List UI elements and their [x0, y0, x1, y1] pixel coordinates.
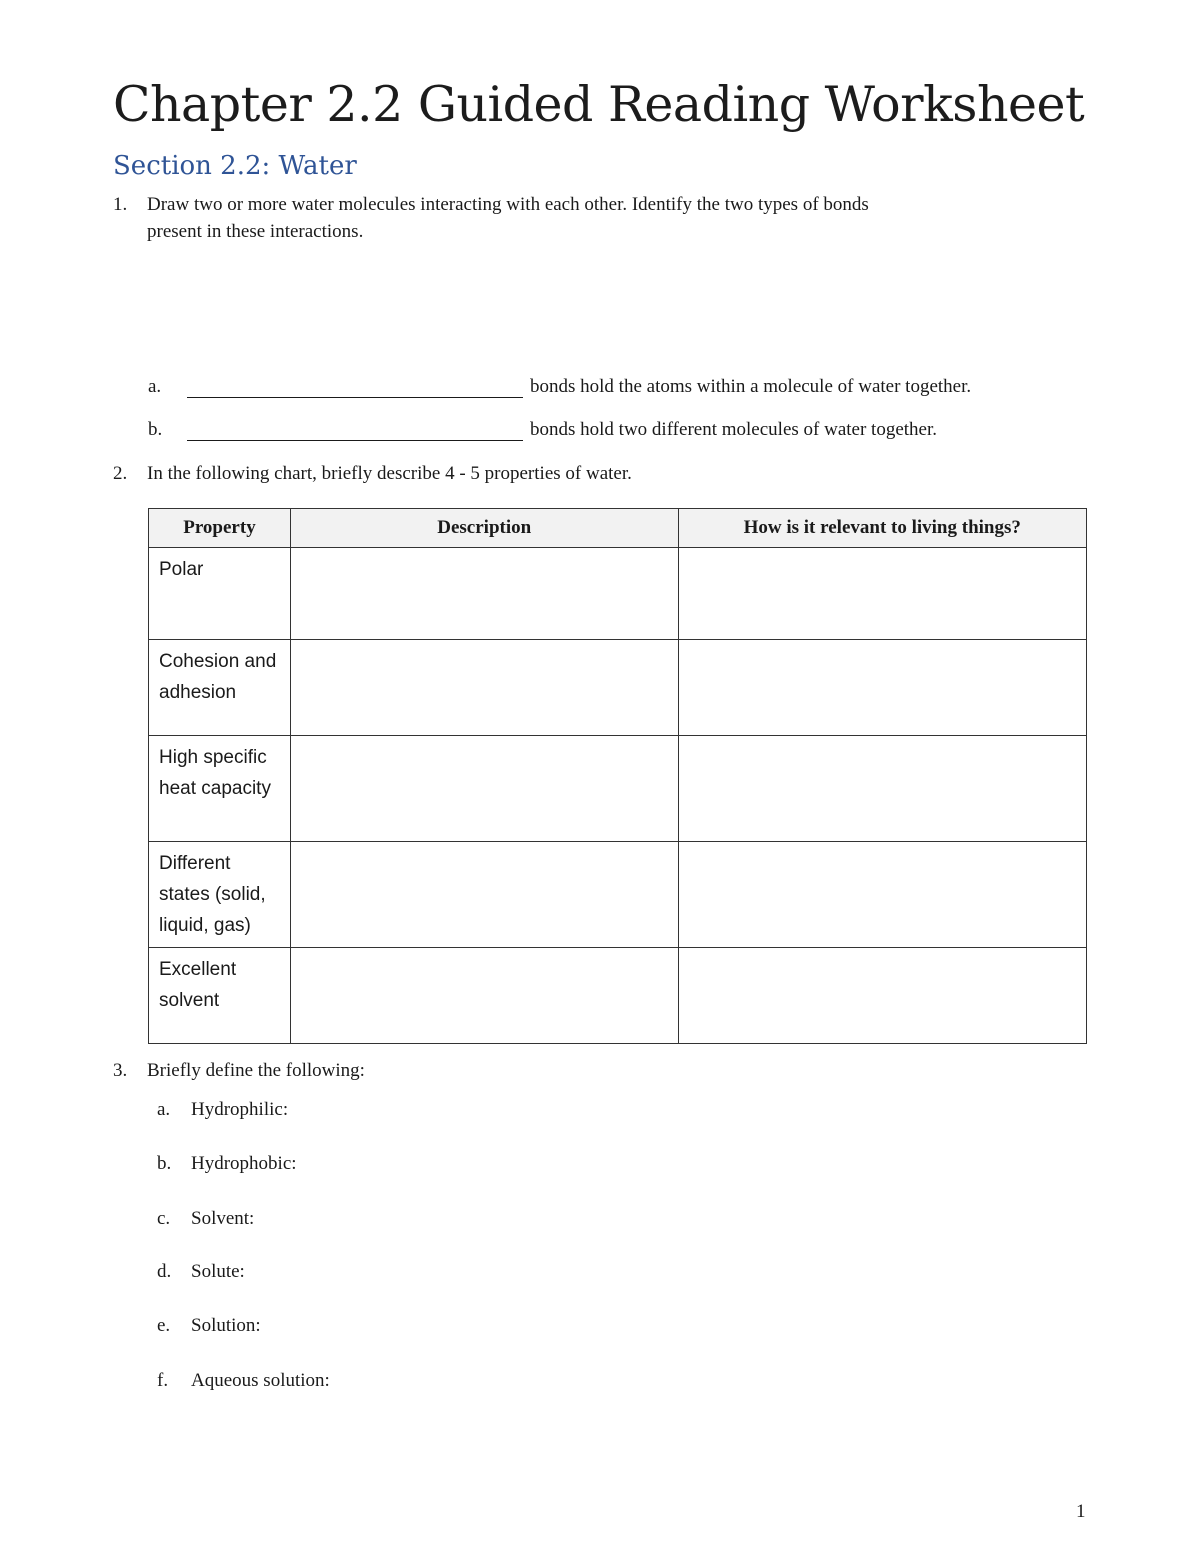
description-cell[interactable]: [290, 548, 678, 640]
table-row: [149, 736, 1087, 842]
table-row: [149, 948, 1087, 1044]
definition-item: [157, 1205, 557, 1235]
column-header: Description: [290, 509, 678, 548]
item-letter: d.: [157, 1261, 172, 1282]
column-header: Property: [149, 509, 291, 548]
property-cell: High specific heat capacity: [149, 736, 291, 842]
blank-sentence: bonds hold the atoms within a molecule of water together.: [530, 376, 972, 397]
table-row: [149, 842, 1087, 948]
item-letter: a.: [157, 1099, 171, 1120]
answer-blank[interactable]: [187, 440, 523, 441]
table-row: [149, 640, 1087, 736]
relevance-cell[interactable]: [678, 736, 1087, 842]
column-header: How is it relevant to living things?: [678, 509, 1087, 548]
item-letter: b.: [157, 1153, 172, 1174]
item-letter: e.: [157, 1315, 171, 1336]
description-cell[interactable]: [290, 842, 678, 948]
blank-b: [148, 416, 1088, 446]
item-letter: f.: [157, 1370, 169, 1391]
definition-term: Solution:: [191, 1315, 261, 1336]
description-cell[interactable]: [290, 640, 678, 736]
properties-table: [148, 508, 1087, 1044]
property-cell: Polar: [149, 548, 291, 640]
blank-sentence: bonds hold two different molecules of water together.: [530, 419, 937, 440]
property-cell: Different states (solid, liquid, gas): [149, 842, 291, 948]
property-cell: Excellent solvent: [149, 948, 291, 1044]
definition-item: [157, 1312, 557, 1342]
property-cell: Cohesion and adhesion: [149, 640, 291, 736]
question-number: 2.: [113, 463, 128, 484]
question-3: [113, 1057, 1073, 1087]
section-heading: Section 2.2: Water: [113, 151, 357, 181]
description-cell[interactable]: [290, 736, 678, 842]
table-header-row: [149, 509, 1087, 548]
relevance-cell[interactable]: [678, 640, 1087, 736]
relevance-cell[interactable]: [678, 842, 1087, 948]
definition-term: Hydrophobic:: [191, 1153, 297, 1174]
description-cell[interactable]: [290, 948, 678, 1044]
definition-term: Solute:: [191, 1261, 245, 1282]
relevance-cell[interactable]: [678, 948, 1087, 1044]
question-text-line-2: present in these interactions.: [147, 221, 364, 242]
item-letter: a.: [148, 376, 162, 397]
definition-item: [157, 1258, 557, 1288]
answer-blank[interactable]: [187, 397, 523, 398]
definition-term: Aqueous solution:: [191, 1370, 330, 1391]
question-number: 3.: [113, 1060, 128, 1081]
question-text: In the following chart, briefly describe 4 - 5 properties of water.: [147, 463, 632, 484]
item-letter: c.: [157, 1208, 171, 1229]
blank-a: [148, 373, 1088, 403]
question-text-line-1: Draw two or more water molecules interacting with each other. Identify the two types of bonds: [147, 194, 869, 215]
definition-item: [157, 1150, 557, 1180]
relevance-cell[interactable]: [678, 548, 1087, 640]
question-2: [113, 460, 1073, 490]
question-number: 1.: [113, 194, 128, 215]
question-1: [113, 191, 1073, 251]
definition-term: Hydrophilic:: [191, 1099, 289, 1120]
item-letter: b.: [148, 419, 163, 440]
page-number: 1: [1076, 1501, 1086, 1522]
definition-term: Solvent:: [191, 1208, 255, 1229]
question-text: Briefly define the following:: [147, 1060, 365, 1081]
page-title: Chapter 2.2 Guided Reading Worksheet: [113, 76, 1085, 133]
definition-item: [157, 1367, 557, 1397]
definition-item: [157, 1096, 557, 1126]
table-row: [149, 548, 1087, 640]
